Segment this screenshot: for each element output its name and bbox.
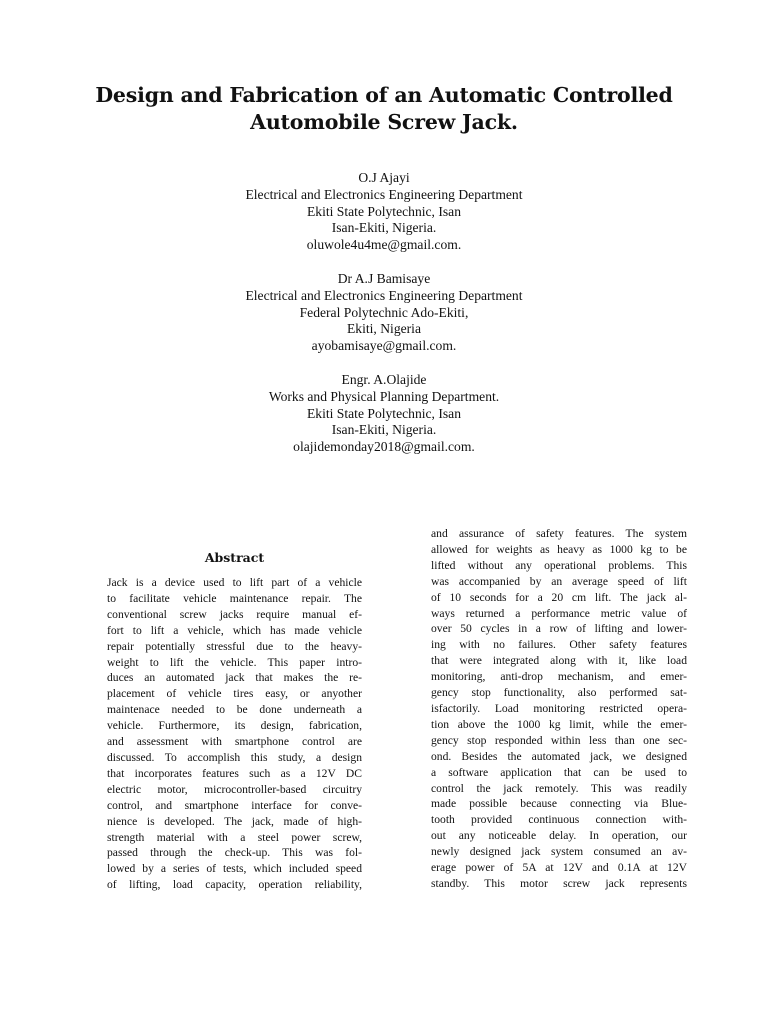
author-department: Electrical and Electronics Engineering Department <box>245 186 523 202</box>
author-department: Electrical and Electronics Engineering Department <box>245 287 523 303</box>
abstract-line: that incorporates features such as a 12V DC <box>107 766 362 780</box>
abstract-line: control the jack remotely. This was readily <box>431 781 687 795</box>
abstract-line: passed through the check-up. This was fol- <box>107 846 362 860</box>
abstract-line: a software application that can be used to <box>431 765 687 779</box>
author-location: Ekiti, Nigeria <box>347 321 421 337</box>
abstract-line: strength material with a steel power screw, <box>107 830 362 844</box>
abstract-line: that were integrated along with it, like load <box>431 654 687 668</box>
abstract-line: to facilitate vehicle maintenance repair. The <box>107 591 362 605</box>
abstract-line: duces an automated jack that makes the re- <box>107 671 362 685</box>
abstract-line: vehicle. Furthermore, its design, fabrication, <box>107 719 362 733</box>
author-institution: Federal Polytechnic Ado-Ekiti, <box>299 304 469 320</box>
abstract-line: tion above the 1000 kg limit, while the emer- <box>431 717 687 731</box>
author-email: olajidemonday2018@gmail.com. <box>293 439 475 455</box>
author-email: oluwole4u4me@gmail.com. <box>306 237 462 253</box>
abstract-heading: Abstract <box>204 550 265 565</box>
abstract-line: conventional screw jacks require manual ef- <box>107 607 362 621</box>
abstract-line: weight to lift the vehicle. This paper intro- <box>107 655 362 669</box>
abstract-line: placement of vehicle tires easy, or anyother <box>107 687 362 701</box>
abstract-line: electric motor, microcontroller-based circuitry <box>107 782 362 796</box>
abstract-line: maintenace needed to be done underneath a <box>107 703 362 717</box>
abstract-right-column <box>431 526 687 892</box>
abstract-line: isfactorily. Load monitoring restricted opera- <box>431 701 687 715</box>
abstract-line: repair potentially stressful due to the heavy- <box>107 639 362 653</box>
title-line: Automobile Screw Jack. <box>250 110 518 134</box>
title-line: Design and Fabrication of an Automatic Controlled <box>95 83 673 107</box>
abstract-line: of 10 seconds for a 20 cm lift. The jack al- <box>431 590 687 604</box>
abstract-line: ways returned a performance metric value of <box>431 606 687 620</box>
abstract-left-column <box>107 575 362 893</box>
author-block-2 <box>134 271 634 355</box>
abstract-line: made possible because connecting via Blue- <box>431 797 687 811</box>
abstract-line: lowed by a series of tests, which included speed <box>107 862 362 876</box>
author-institution: Ekiti State Polytechnic, Isan <box>306 405 462 421</box>
abstract-line: allowed for weights as heavy as 1000 kg to be <box>431 542 687 556</box>
author-block-3 <box>134 372 634 456</box>
abstract-line: over 50 cycles in a row of lifting and lower- <box>431 622 687 636</box>
author-name: Engr. A.Olajide <box>341 372 427 387</box>
abstract-line: tooth provided continuous connection with- <box>431 813 687 827</box>
author-name: Dr A.J Bamisaye <box>337 271 431 286</box>
abstract-line: Jack is a device used to lift part of a vehicle <box>107 576 362 589</box>
abstract-line: and assessment with smartphone control are <box>107 735 362 749</box>
abstract-line: was accompanied by an average speed of lift <box>431 574 687 588</box>
author-department: Works and Physical Planning Department. <box>268 388 500 404</box>
abstract-line: gency stop functionality, also performed sat- <box>431 686 687 700</box>
abstract-line: monitoring, anti-drop mechanism, and emer- <box>431 670 687 684</box>
abstract-line: discussed. To accomplish this study, a design <box>107 750 362 764</box>
author-location: Isan-Ekiti, Nigeria. <box>331 422 437 438</box>
paper-title <box>60 82 708 136</box>
abstract-line: ond. Besides the automated jack, we designed <box>431 749 687 763</box>
author-institution: Ekiti State Polytechnic, Isan <box>306 203 462 219</box>
author-block-1 <box>134 170 634 254</box>
abstract-line: out any noticeable delay. In operation, our <box>431 829 687 843</box>
abstract-line: nience is developed. The jack, made of high- <box>107 814 362 828</box>
author-location: Isan-Ekiti, Nigeria. <box>331 220 437 236</box>
author-email: ayobamisaye@gmail.com. <box>311 338 457 354</box>
abstract-line: of lifting, load capacity, operation reliability, <box>107 878 362 892</box>
abstract-line: fort to lift a vehicle, which has made vehicle <box>107 623 362 637</box>
abstract-line: ing with no failures. Other safety features <box>431 638 687 652</box>
abstract-line: newly designed jack system consumed an av- <box>431 845 687 859</box>
abstract-line: erage power of 5A at 12V and 0.1A at 12V <box>431 861 687 875</box>
abstract-line: and assurance of safety features. The system <box>431 527 687 540</box>
author-name: O.J Ajayi <box>358 170 410 185</box>
abstract-line: control, and smartphone interface for conve- <box>107 798 362 812</box>
abstract-line: lifted without any operational problems. This <box>431 558 687 572</box>
abstract-line: gency stop responded within less than one sec- <box>431 733 687 747</box>
abstract-line: standby. This motor screw jack represents <box>431 876 687 890</box>
